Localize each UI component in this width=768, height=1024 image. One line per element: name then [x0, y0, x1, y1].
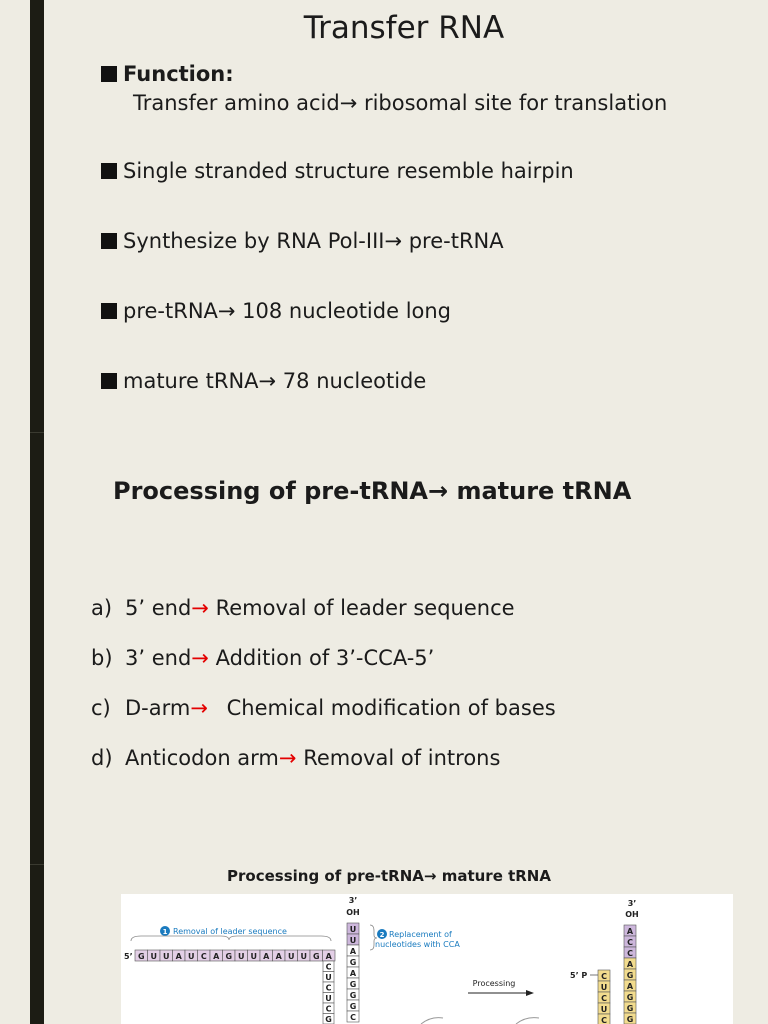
leader-nucleotide-letter: G	[137, 952, 145, 961]
step-key: b)	[91, 646, 113, 670]
bullet-text: Single stranded structure resemble hairpin	[123, 159, 574, 183]
pre-stem-nucleotide-letter: G	[349, 958, 357, 967]
bullet-text: Synthesize by RNA Pol-III→ pre-tRNA	[123, 229, 504, 253]
mature-oh-label: OH	[625, 910, 639, 919]
leader-nucleotide-letter: G	[312, 952, 320, 961]
red-arrow-icon: →	[190, 696, 208, 720]
bullet-text: pre-tRNA→ 108 nucleotide long	[123, 299, 452, 323]
mature-stem-nucleotide-letter: C	[601, 994, 607, 1003]
pre-stem-nucleotide-letter: G	[325, 1015, 332, 1024]
pre-stem-nucleotide-letter: A	[349, 969, 357, 978]
leader-nucleotide-letter: A	[263, 952, 270, 961]
step-detail: Chemical modification of bases	[226, 696, 556, 720]
leader-nucleotide-letter: U	[188, 952, 195, 961]
function-text: Transfer amino acid→ ribosomal site for translation	[133, 91, 668, 115]
leader-nucleotide-letter: U	[238, 952, 245, 961]
bullet-square-icon	[101, 233, 117, 249]
page-title: Transfer RNA	[303, 10, 505, 46]
step-detail: Removal of introns	[303, 746, 501, 770]
leader-brace	[131, 936, 331, 941]
pre-stem-nucleotide-letter: C	[325, 983, 332, 993]
pre-trna-tail	[347, 923, 359, 945]
mature-stem-nucleotide-letter: G	[626, 971, 634, 980]
leader-nucleotide-letter: U	[150, 952, 157, 961]
pre-stem-nucleotide-letter: C	[325, 1004, 332, 1014]
leader-nucleotide-letter: A	[275, 952, 282, 961]
mature-stem-nucleotide-letter: C	[601, 972, 607, 981]
bar-divider	[30, 864, 44, 865]
step-subject: Anticodon arm	[125, 746, 279, 770]
step-key: d)	[91, 746, 113, 770]
step-key: a)	[91, 596, 113, 620]
mature-cca-nucleotide-letter: A	[626, 927, 634, 936]
mature-stem-left	[598, 970, 610, 1024]
pre-tail-nucleotide-letter: U	[349, 925, 357, 934]
pre-stem-nucleotide-letter: G	[349, 980, 357, 989]
leader-nucleotide-letter: A	[325, 952, 332, 961]
pre-stem-nucleotide-letter: C	[325, 962, 332, 972]
leader-nucleotide-letter: A	[213, 952, 220, 961]
processing-step	[91, 596, 515, 620]
step-2-number: 2	[379, 931, 385, 939]
trna-processing-diagram	[121, 894, 733, 1024]
leader-nucleotide-letter: U	[300, 952, 307, 961]
bullet-square-icon	[101, 303, 117, 319]
loop-outline	[421, 1018, 443, 1024]
pre-tail-nucleotide-letter: U	[349, 936, 357, 945]
bullet-square-icon	[101, 163, 117, 179]
leader-sequence	[135, 950, 335, 961]
step-1-number: 1	[162, 928, 168, 936]
mature-stem-nucleotide-letter: G	[626, 993, 634, 1002]
trna-processing-figure	[121, 894, 733, 1024]
pre-stem-nucleotide-letter: U	[325, 994, 332, 1003]
bullet-item	[101, 229, 504, 253]
bullet-item	[101, 159, 574, 183]
pre-stem-nucleotide-letter: G	[349, 991, 357, 1000]
mature-cca-nucleotide-letter: C	[627, 938, 633, 947]
mature-stem-nucleotide-letter: G	[626, 1015, 634, 1024]
bullet-square-icon	[101, 66, 117, 82]
pre-stem-nucleotide-letter: A	[349, 947, 357, 956]
leader-five-prime: 5’	[124, 952, 133, 961]
step-key: c)	[91, 696, 111, 720]
mature-three-prime: 3’	[627, 899, 637, 908]
pre-trna-stem-right	[347, 945, 359, 1022]
pre-stem-nucleotide-letter: G	[349, 1002, 357, 1011]
pre-stem-nucleotide-letter: C	[350, 1013, 356, 1022]
mature-stem-nucleotide-letter: A	[626, 982, 634, 991]
mature-cca-end	[624, 925, 636, 958]
leader-nucleotide-letter: A	[175, 952, 182, 961]
pre-trna-stem-left	[323, 961, 334, 1024]
step-1-label: Removal of leader sequence	[173, 927, 287, 936]
red-arrow-icon: →	[278, 746, 297, 770]
pre-three-prime: 3’	[348, 896, 358, 905]
leader-nucleotide-letter: C	[200, 952, 207, 961]
pre-oh-label: OH	[346, 908, 360, 917]
processing-heading: Processing of pre-tRNA→ mature tRNA	[113, 477, 632, 505]
step-subject: 3’ end	[125, 646, 192, 670]
processing-label: Processing	[472, 979, 516, 988]
bullet-text: mature tRNA→ 78 nucleotide	[123, 369, 427, 393]
mature-stem-nucleotide-letter: U	[600, 983, 608, 992]
figure-caption: Processing of pre-tRNA→ mature tRNA	[227, 867, 551, 885]
leader-nucleotide-letter: G	[225, 952, 233, 961]
leader-nucleotide-letter: U	[288, 952, 295, 961]
step-2-label-line1: Replacement of	[389, 930, 452, 939]
loop-outline	[516, 1018, 539, 1024]
function-label: Function:	[123, 62, 234, 86]
bullet-item	[101, 299, 451, 323]
processing-step	[91, 646, 434, 670]
bullet-function	[101, 62, 234, 86]
step-detail: Removal of leader sequence	[215, 596, 515, 620]
mature-stem-nucleotide-letter: C	[601, 1016, 607, 1024]
processing-step	[91, 696, 556, 720]
mature-stem-right	[624, 958, 636, 1024]
step-subject: 5’ end	[125, 596, 192, 620]
bar-divider	[30, 432, 44, 433]
bullet-square-icon	[101, 373, 117, 389]
pre-stem-nucleotide-letter: U	[325, 973, 332, 982]
mature-five-prime: 5’ P	[570, 971, 588, 980]
processing-arrow-icon	[526, 990, 534, 996]
step-detail: Addition of 3’-CCA-5’	[215, 646, 435, 670]
leader-nucleotide-letter: U	[163, 952, 170, 961]
mature-stem-nucleotide-letter: U	[600, 1005, 608, 1014]
red-arrow-icon: →	[191, 646, 209, 670]
red-arrow-icon: →	[191, 596, 209, 620]
step-subject: D-arm	[125, 696, 191, 720]
mature-stem-nucleotide-letter: G	[626, 1004, 634, 1013]
mature-stem-nucleotide-letter: A	[626, 960, 634, 969]
bullet-item	[101, 369, 426, 393]
processing-step	[91, 746, 500, 770]
step-2-label-line2: nucleotides with CCA	[375, 940, 460, 949]
leader-nucleotide-letter: U	[250, 952, 257, 961]
mature-cca-nucleotide-letter: C	[627, 949, 633, 958]
